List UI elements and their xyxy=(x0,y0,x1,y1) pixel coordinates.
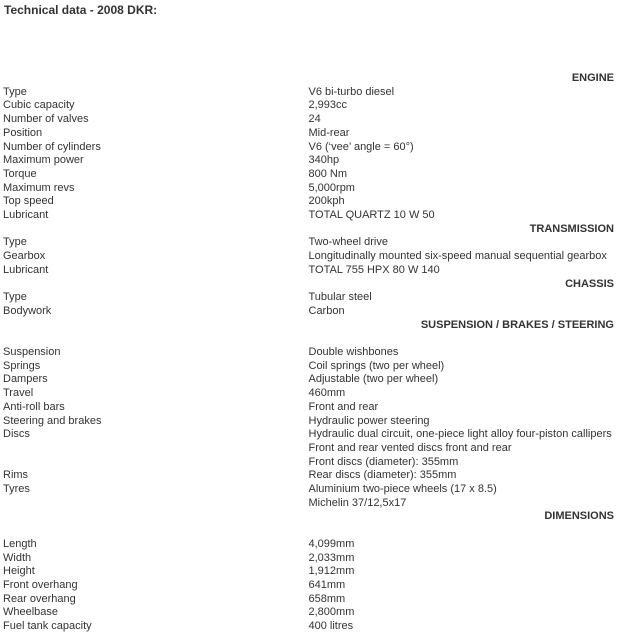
spec-row xyxy=(3,593,614,607)
spec-value: 4,099mm xyxy=(308,537,355,550)
spec-label: Springs xyxy=(3,359,41,372)
spec-label: Top speed xyxy=(3,195,54,208)
spec-row xyxy=(3,442,614,456)
spec-value: Hydraulic dual circuit, one-piece light alloy four-piston callipers xyxy=(308,428,612,441)
spec-label: Travel xyxy=(3,387,34,400)
spec-row xyxy=(3,291,614,305)
spec-label: Length xyxy=(3,537,37,550)
spec-label: Discs xyxy=(3,428,30,441)
spec-row xyxy=(3,346,614,360)
spec-row xyxy=(3,236,614,250)
spec-value: 2,800mm xyxy=(308,606,355,619)
spec-value xyxy=(309,332,615,346)
spec-value: Front discs (diameter): 355mm xyxy=(308,455,459,468)
spec-value xyxy=(309,524,615,538)
spec-label: Position xyxy=(3,126,43,139)
spec-row xyxy=(3,524,614,538)
spec-value: Two-wheel drive xyxy=(308,236,388,249)
spec-row xyxy=(3,99,614,113)
spec-row xyxy=(3,552,614,566)
section-title: SUSPENSION / BRAKES / STEERING xyxy=(420,318,614,331)
spec-value: Carbon xyxy=(308,304,345,317)
spec-value: Mid-rear xyxy=(308,126,350,139)
spec-value: Longitudinally mounted six-speed manual sequential gearbox xyxy=(308,250,607,263)
spec-row xyxy=(3,360,614,374)
spec-label: Cubic capacity xyxy=(3,99,75,112)
spec-label: Suspension xyxy=(3,346,61,359)
section-header-dimensions xyxy=(3,510,614,524)
spec-label xyxy=(3,524,309,538)
spec-label: Lubricant xyxy=(3,263,49,276)
spec-row xyxy=(3,483,614,497)
spec-row xyxy=(3,415,614,429)
spec-value: Adjustable (two per wheel) xyxy=(308,373,439,386)
spec-row xyxy=(3,469,614,483)
spec-row xyxy=(3,565,614,579)
spec-label: Dampers xyxy=(3,373,48,386)
spec-row xyxy=(3,195,614,209)
spec-label: Rims xyxy=(3,469,29,482)
spec-value: Front and rear vented discs front and rear xyxy=(308,441,512,454)
spec-label: Gearbox xyxy=(3,250,46,263)
spec-row xyxy=(3,305,614,319)
spec-value: 658mm xyxy=(308,592,346,605)
spec-value: Hydraulic power steering xyxy=(308,414,430,427)
spec-label xyxy=(3,332,309,346)
spec-row xyxy=(3,456,614,470)
section-header-engine xyxy=(3,72,614,86)
spec-row xyxy=(3,428,614,442)
spec-value: V6 (‘vee’ angle = 60°) xyxy=(308,140,414,153)
section-title: CHASSIS xyxy=(565,277,614,290)
spec-label: Wheelbase xyxy=(3,606,59,619)
page-title: Technical data - 2008 DKR: xyxy=(4,3,158,17)
spec-label-empty xyxy=(3,442,309,456)
spec-value: 5,000rpm xyxy=(308,181,355,194)
spec-label: Width xyxy=(3,551,32,564)
spec-value: V6 bi-turbo diesel xyxy=(308,85,395,98)
spec-row xyxy=(3,209,614,223)
spec-row xyxy=(3,250,614,264)
spec-value: 641mm xyxy=(308,578,346,591)
spec-label: Front overhang xyxy=(3,578,78,591)
spec-row xyxy=(3,332,614,346)
spec-value: TOTAL 755 HPX 80 W 140 xyxy=(308,263,440,276)
spec-row xyxy=(3,606,614,620)
spec-label: Type xyxy=(3,291,27,304)
spec-value: Coil springs (two per wheel) xyxy=(308,359,445,372)
section-header-suspension-brakes-steering xyxy=(3,319,614,333)
spec-label: Steering and brakes xyxy=(3,414,102,427)
spec-label: Number of valves xyxy=(3,113,89,126)
section-title: DIMENSIONS xyxy=(544,510,614,523)
spec-value: TOTAL QUARTZ 10 W 50 xyxy=(308,209,435,222)
spec-label: Rear overhang xyxy=(3,592,76,605)
spec-label-empty xyxy=(3,456,309,470)
spec-row xyxy=(3,579,614,593)
section-header-chassis xyxy=(3,278,614,292)
spec-value: 2,033mm xyxy=(308,551,355,564)
spec-row xyxy=(3,127,614,141)
spec-row xyxy=(3,154,614,168)
spec-row xyxy=(3,538,614,552)
spec-value: Rear discs (diameter): 355mm xyxy=(308,469,457,482)
spec-value: Front and rear xyxy=(308,400,379,413)
spec-value: 340hp xyxy=(308,154,340,167)
spec-value: 800 Nm xyxy=(308,167,348,180)
section-header-transmission xyxy=(3,223,614,237)
spec-label: Lubricant xyxy=(3,209,49,222)
spec-label: Maximum revs xyxy=(3,181,75,194)
spec-label: Tyres xyxy=(3,483,30,496)
spec-label: Torque xyxy=(3,167,37,180)
spec-row xyxy=(3,401,614,415)
spec-label: Anti-roll bars xyxy=(3,400,65,413)
spec-value: 200kph xyxy=(308,195,345,208)
spec-row xyxy=(3,182,614,196)
spec-row xyxy=(3,497,614,511)
spec-label: Type xyxy=(3,236,27,249)
spec-label: Fuel tank capacity xyxy=(3,620,92,633)
spec-row xyxy=(3,373,614,387)
spec-value: Aluminium two-piece wheels (17 x 8.5) xyxy=(308,483,497,496)
spec-value: 2,993cc xyxy=(308,99,348,112)
spec-value: 1,912mm xyxy=(308,565,355,578)
section-title: TRANSMISSION xyxy=(529,222,614,235)
spec-table xyxy=(3,72,614,634)
spec-label: Maximum power xyxy=(3,154,84,167)
spec-label: Height xyxy=(3,565,35,578)
spec-value: 24 xyxy=(308,113,321,126)
spec-row xyxy=(3,113,614,127)
spec-row xyxy=(3,86,614,100)
spec-value: 400 litres xyxy=(308,620,354,633)
spec-row xyxy=(3,387,614,401)
spec-value: 460mm xyxy=(308,387,346,400)
spec-label: Bodywork xyxy=(3,304,52,317)
spec-row xyxy=(3,141,614,155)
spec-row xyxy=(3,264,614,278)
spec-label: Type xyxy=(3,85,27,98)
spec-value: Tubular steel xyxy=(308,291,372,304)
spec-label-empty xyxy=(3,497,309,511)
spec-label: Number of cylinders xyxy=(3,140,101,153)
section-title: ENGINE xyxy=(571,72,614,84)
spec-row xyxy=(3,168,614,182)
spec-value: Double wishbones xyxy=(308,346,399,359)
spec-row xyxy=(3,620,614,634)
spec-value: Michelin 37/12,5x17 xyxy=(308,496,407,509)
